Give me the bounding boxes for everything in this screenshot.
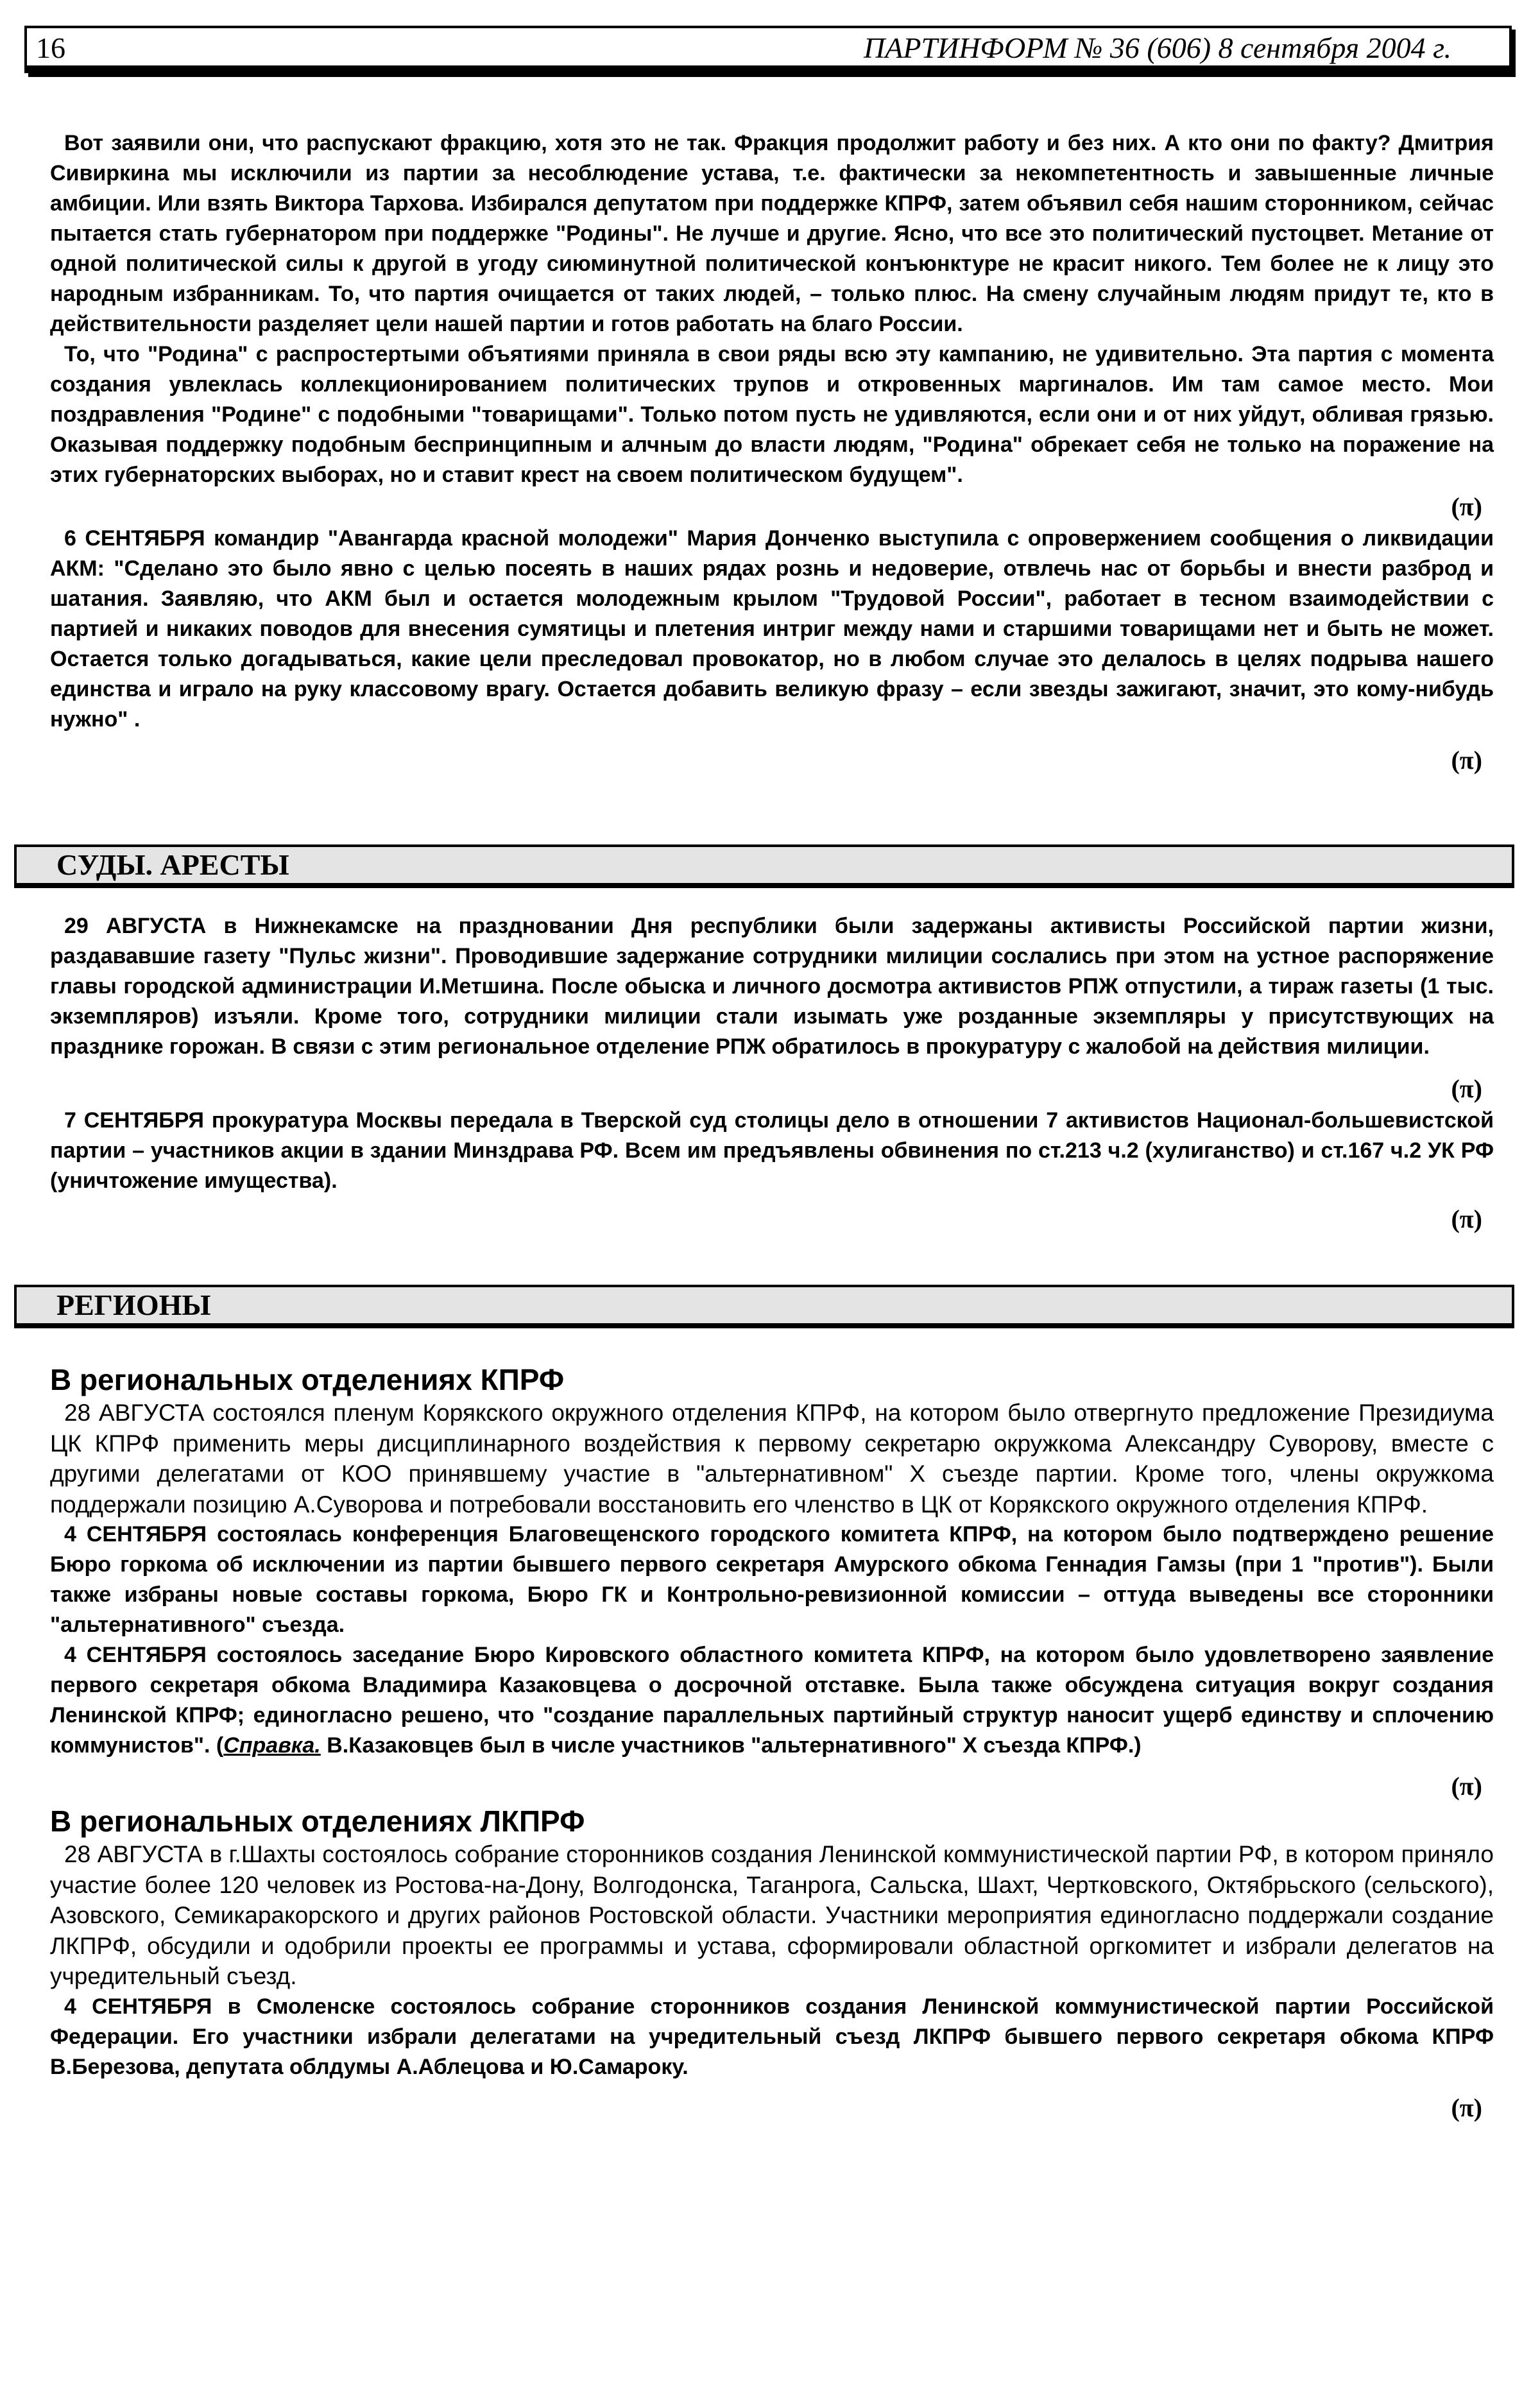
paragraph: То, что "Родина" с распростертыми объятиями приняла в свои ряды всю эту кампанию, не удивительно. Эта партия с момента создания увлеклась коллекционированием политических трупов и откровенных маргиналов. Им там самое место. Мои поздравления "Родине" с подобными "товарищами". Только потом пусть не удивляются, если они и от них уйдут, обливая грязью. Оказывая поддержку подобным беспринципным и алчным до власти людям, "Родина" обрекает себя не только на поражение на этих губернаторских выборах, но и ставит крест на своем политическом будущем". [50,342,1494,487]
subheading: В региональных отделениях КПРФ [50,1363,565,1396]
section-title: СУДЫ. АРЕСТЫ [56,848,289,881]
regions-block [50,1362,1494,2125]
page-number: 16 [36,31,65,64]
source-mark: (π) [1451,1204,1482,1233]
source-mark: (π) [1451,492,1482,521]
source-mark: (π) [1451,2093,1482,2122]
reference-link: Справка. [223,1733,321,1758]
paragraph: Вот заявили они, что распускают фракцию, хотя это не так. Фракция продолжит работу и без них. А кто они по факту? Дмитрия Сивиркина мы исключили из партии за несоблюдение устава, т.е. фактически за некомпетентность и завышенные личные амбиции. Или взять Виктора Тархова. Избирался депутатом при поддержке КПРФ, затем объявил себя нашим сторонником, сейчас пытается стать губернатором при поддержке "Родины". Не лучше и другие. Ясно, что все это политический пустоцвет. Метание от одной политической силы к другой в угоду сиюминутной политической конъюнктуре не красит никого. Тем более не к лицу это народным избранникам. То, что партия очищается от таких людей, – только плюс. На смену случайным людям придут те, кто в действительности разделяет цели нашей партии и готов работать на благо России. [50,131,1494,336]
section-header-regions [14,1285,1514,1328]
text-run: 4 СЕНТЯБРЯ состоялось заседание Бюро Кировского областного комитета КПРФ, на котором было удовлетворено заявление первого секретаря обкома Владимира Казаковцева о досрочной отставке. Была также обсуждена ситуация вокруг создания Ленинской КПРФ; единогласно решено, что "создание параллельных партийный структур наносит ущерб единству и сплочению коммунистов". ( [50,1643,1494,1758]
courts-block [50,911,1494,1236]
source-mark: (π) [1451,1772,1482,1801]
section-header-courts [14,844,1514,888]
paragraph: 7 СЕНТЯБРЯ прокуратура Москвы передала в Тверской суд столицы дело в отношении 7 активистов Национал-большевистской партии – участников акции в здании Минздрава РФ. Всем им предъявлены обвинения по ст.213 ч.2 (хулиганство) и ст.167 ч.2 УК РФ (уничтожение имущества). [50,1108,1494,1193]
source-mark: (π) [1451,1074,1482,1103]
section-title: РЕГИОНЫ [56,1289,211,1321]
text-run: В.Казаковцев был в числе участников "альтернативного" X съезда КПРФ.) [320,1733,1142,1758]
paragraph: 28 АВГУСТА в г.Шахты состоялось собрание сторонников создания Ленинской коммунистической партии РФ, в котором приняло участие более 120 человек из Ростова-на-Дону, Волгодонска, Таганрога, Сальска, Шахт, Чертковского, Октябрьского (сельского), Азовского, Семикаракорского и других районов Ростовской области. Участники мероприятия единогласно поддержали создание ЛКПРФ, обсудили и одобрили проекты ее программы и устава, сформировали областной оргкомитет и избрали делегатов на учредительный съезд. [50,1841,1494,1989]
paragraph: 28 АВГУСТА состоялся пленум Корякского окружного отделения КПРФ, на котором было отвергнуто предложение Президиума ЦК КПРФ применить меры дисциплинарного воздействия к первому секретарю окружкома Александру Суворову, вместе с другими делегатами от КОО принявшему участие в "альтернативном" X съезде партии. Кроме того, члены окружкома поддержали позицию А.Суворова и потребовали восстановить его членство в ЦК от Корякского окружного отделения КПРФ. [50,1400,1494,1518]
paragraph: 4 СЕНТЯБРЯ состоялась конференция Благовещенского городского комитета КПРФ, на котором было подтверждено решение Бюро горкома об исключении из партии бывшего первого секретаря Амурского обкома Геннадия Гамзы (при 1 "против"). Были также избраны новые составы горкома, Бюро ГК и Контрольно-ревизионной комиссии – оттуда выведены все сторонники "альтернативного" съезда. [50,1522,1494,1637]
issue-title: ПАРТИНФОРМ № 36 (606) 8 сентября 2004 г. [864,31,1451,64]
page-header [24,26,1512,73]
paragraph: 29 АВГУСТА в Нижнекамске на праздновании Дня республики были задержаны активисты Российской партии жизни, раздававшие газету "Пульс жизни". Проводившие задержание сотрудники милиции сослались при этом на устное распоряжение главы городской администрации И.Метшина. После обыска и личного досмотра активистов РПЖ отпустили, а тираж газеты (1 тыс. экземпляров) изъяли. Кроме того, сотрудники милиции стали изымать уже розданные экземпляры у присутствующих на празднике горожан. В связи с этим региональное отделение РПЖ обратилось в прокуратуру с жалобой на действия милиции. [50,914,1494,1059]
subheading: В региональных отделениях ЛКПРФ [50,1804,585,1838]
paragraph [50,1640,1494,1761]
intro-block [50,128,1494,777]
paragraph: 6 СЕНТЯБРЯ командир "Авангарда красной молодежи" Мария Донченко выступила с опровержением сообщения о ликвидации АКМ: "Сделано это было явно с целью посеять в наших рядах рознь и недоверие, отвлечь нас от борьбы и внести разброд и шатания. Заявляю, что АКМ был и остается молодежным крылом "Трудовой России", работает в тесном взаимодействии с партией и никаких поводов для внесения сумятицы и плетения интриг между нами и старшими товарищами нет и быть не может. Остается только догадываться, какие цели преследовал провокатор, но в любом случае это делалось в целях подрыва нашего единства и играло на руку классовому врагу. Остается добавить великую фразу – если звезды зажигают, значит, это кому-нибудь нужно" . [50,526,1494,732]
paragraph: 4 СЕНТЯБРЯ в Смоленске состоялось собрание сторонников создания Ленинской коммунистической партии Российской Федерации. Его участники избрали делегатами на учредительный съезд ЛКПРФ бывшего первого секретаря обкома КПРФ В.Березова, депутата облдумы А.Аблецова и Ю.Самароку. [50,1994,1494,2079]
source-mark: (π) [1451,746,1482,775]
